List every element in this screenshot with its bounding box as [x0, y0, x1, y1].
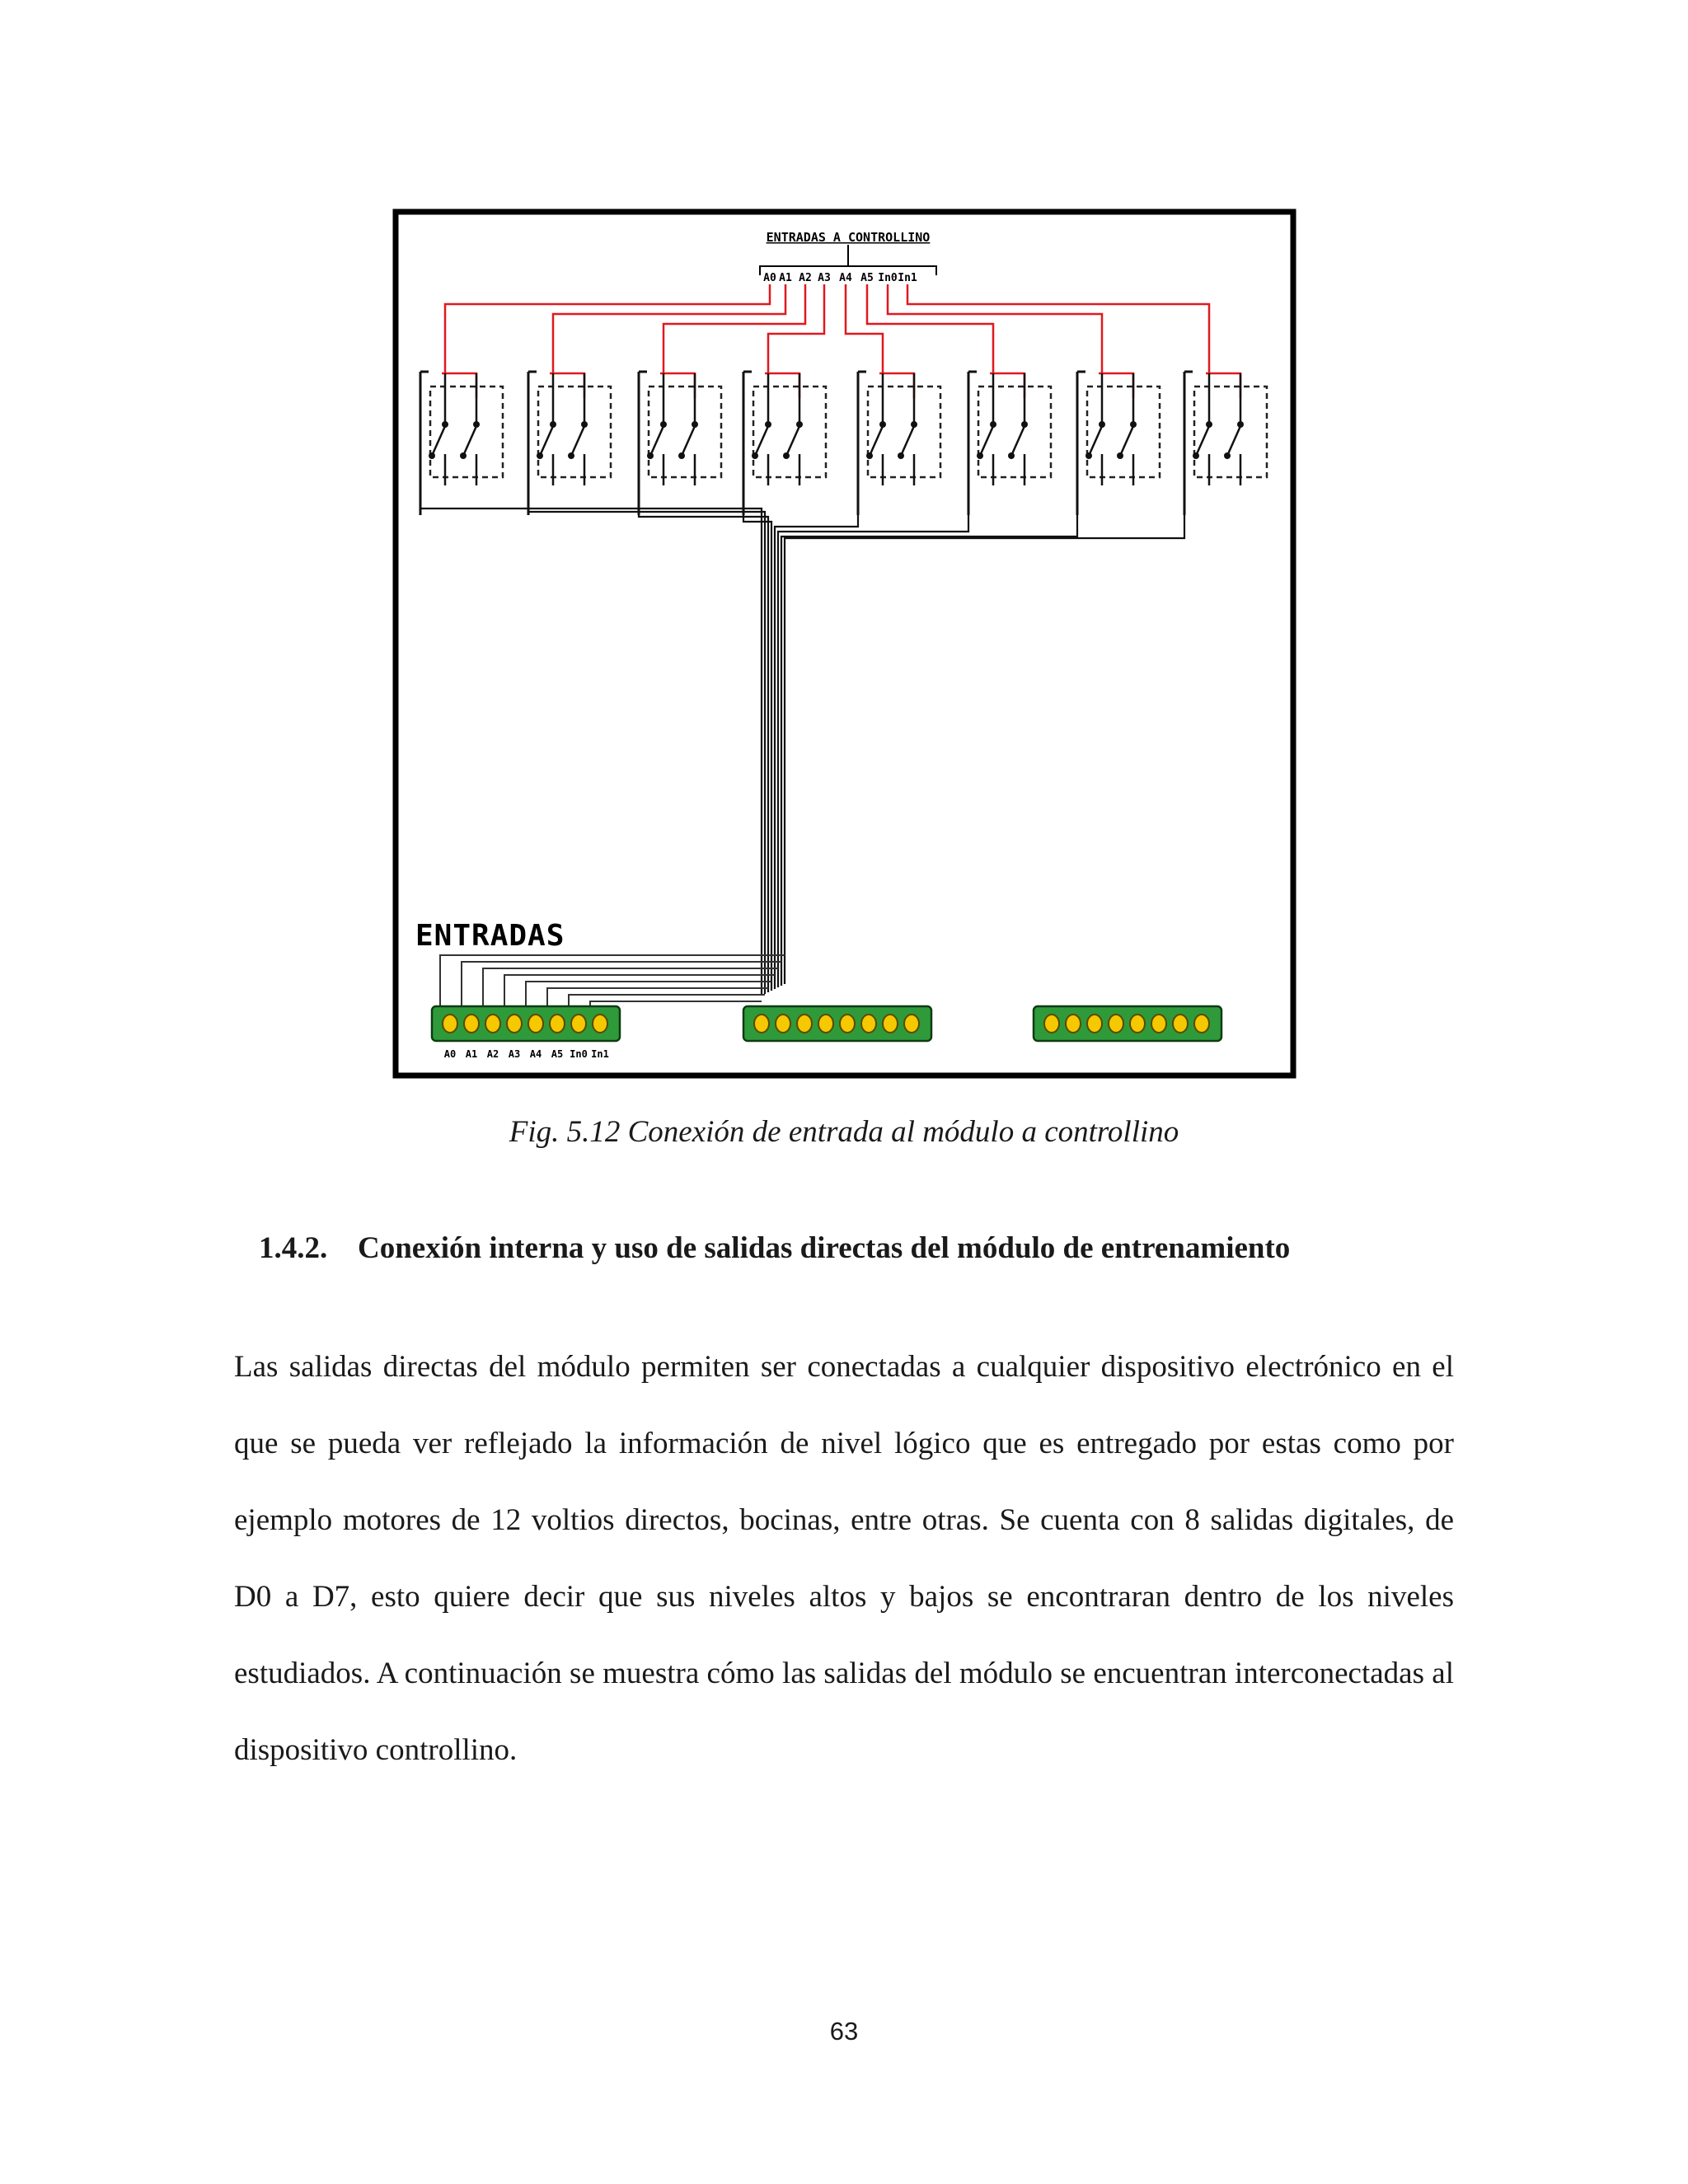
terminal-block [1034, 1006, 1221, 1041]
body-paragraph [234, 1329, 1454, 1788]
section-number: 1.4.2. [259, 1231, 328, 1265]
top-pin-label: A1 [779, 272, 792, 284]
bottom-pin-label: A2 [486, 1048, 499, 1060]
top-title: ENTRADAS A CONTROLLINO [766, 230, 931, 245]
bottom-pin-label: A0 [443, 1048, 457, 1060]
terminal-block [432, 1006, 620, 1041]
top-pin-label: In0 [878, 272, 898, 284]
bottom-pin-label: A5 [551, 1048, 564, 1060]
bottom-pin-label: In1 [591, 1048, 609, 1060]
terminal-blocks [432, 1006, 1221, 1041]
page-number: 63 [829, 2017, 859, 2046]
top-pin-label: A3 [818, 272, 831, 284]
section-title: Conexión interna y uso de salidas directas del módulo de entrenamiento [358, 1231, 1291, 1265]
figure-caption: Fig. 5.12 Conexión de entrada al módulo a controllino [509, 1115, 1179, 1149]
bottom-pin-label: A4 [529, 1048, 542, 1060]
terminal-block [743, 1006, 931, 1041]
top-pin-labels [763, 272, 917, 284]
top-pin-label: A0 [763, 272, 776, 284]
top-pin-label: A2 [799, 272, 812, 284]
top-pin-label: In1 [898, 272, 917, 284]
section-heading [259, 1230, 1290, 1266]
bottom-pin-label: A1 [465, 1048, 478, 1060]
top-pin-label: A5 [860, 272, 874, 284]
entradas-label: ENTRADAS [415, 919, 565, 953]
controllino-input-wiring-diagram [392, 209, 1296, 1079]
bottom-pin-label: A3 [508, 1048, 521, 1060]
bottom-pin-label: In0 [570, 1048, 588, 1060]
paragraph-text: Las salidas directas del módulo permiten ser conectadas a cualquier dispositivo electrónico en el que se pueda ver reflejado la información de nivel lógico que es entregado por estas como por ejemplo motores de 12 voltios directos, bocinas, entre otras. Se cuenta con 8 salidas digitales, de D0 a D7, esto quiere decir que sus niveles altos y bajos se encontraran dentro de los niveles estudiados. A continuación se muestra cómo las salidas del módulo se encuentran interconectadas al dispositivo controllino. [234, 1350, 1454, 1767]
top-pin-label: A4 [839, 272, 852, 284]
